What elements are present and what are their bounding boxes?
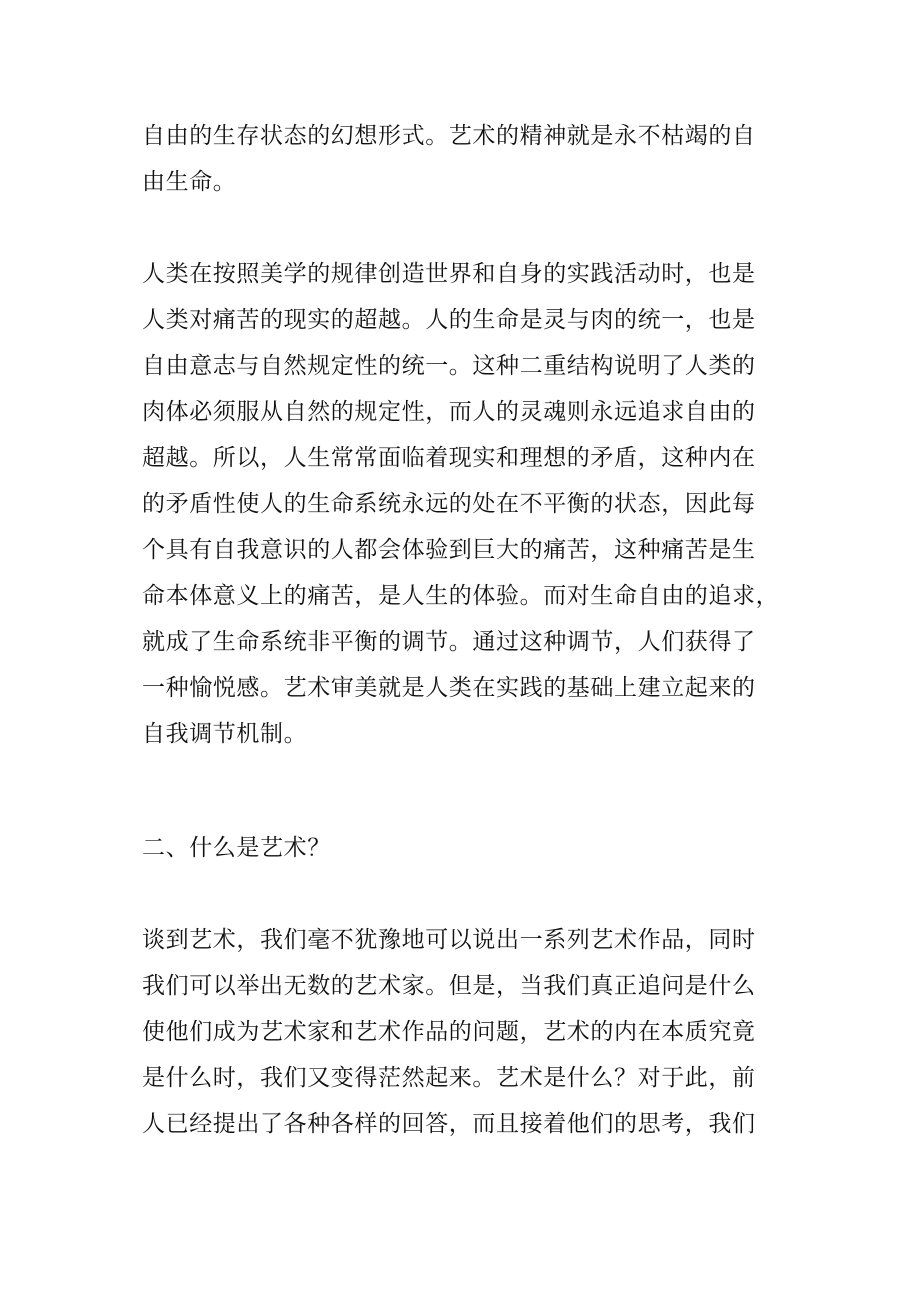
paragraph-line: 自由的生存状态的幻想形式。艺术的精神就是永不枯竭的自	[142, 123, 756, 149]
paragraph-line: 谈到艺术，我们毫不犹豫地可以说出一系列艺术作品，同时	[142, 927, 756, 953]
section-heading	[142, 825, 782, 871]
paragraph-line: 使他们成为艺术家和艺术作品的问题，艺术的内在本质究竟	[142, 1019, 756, 1045]
paragraph-line: 是什么时，我们又变得茫然起来。艺术是什么？对于此，前	[142, 1065, 756, 1091]
paragraph-line: 个具有自我意识的人都会体验到巨大的痛苦，这种痛苦是生	[142, 537, 756, 563]
paragraph-what-is-art	[142, 917, 782, 1147]
paragraph-line: 命本体意义上的痛苦，是人生的体验。而对生命自由的追求，	[142, 583, 780, 609]
section-heading-text: 二、什么是艺术？	[142, 835, 331, 861]
paragraph-line: 就成了生命系统非平衡的调节。通过这种调节，人们获得了	[142, 629, 756, 655]
paragraph-line: 人类对痛苦的现实的超越。人的生命是灵与肉的统一，也是	[142, 307, 756, 333]
paragraph-line: 肉体必须服从自然的规定性，而人的灵魂则永远追求自由的	[142, 399, 756, 425]
paragraph-line: 自由意志与自然规定性的统一。这种二重结构说明了人类的	[142, 353, 756, 379]
paragraph-life-regulation	[142, 251, 782, 757]
paragraph-freedom-spirit	[142, 113, 782, 205]
paragraph-line: 人类在按照美学的规律创造世界和自身的实践活动时，也是	[142, 261, 756, 287]
paragraph-line: 由生命。	[142, 169, 237, 195]
paragraph-line: 超越。所以，人生常常面临着现实和理想的矛盾，这种内在	[142, 445, 756, 471]
paragraph-line: 自我调节机制。	[142, 721, 308, 747]
paragraph-line: 人已经提出了各种各样的回答，而且接着他们的思考，我们	[142, 1111, 756, 1137]
paragraph-line: 我们可以举出无数的艺术家。但是，当我们真正追问是什么	[142, 973, 756, 999]
paragraph-line: 一种愉悦感。艺术审美就是人类在实践的基础上建立起来的	[142, 675, 756, 701]
paragraph-line: 的矛盾性使人的生命系统永远的处在不平衡的状态，因此每	[142, 491, 756, 517]
